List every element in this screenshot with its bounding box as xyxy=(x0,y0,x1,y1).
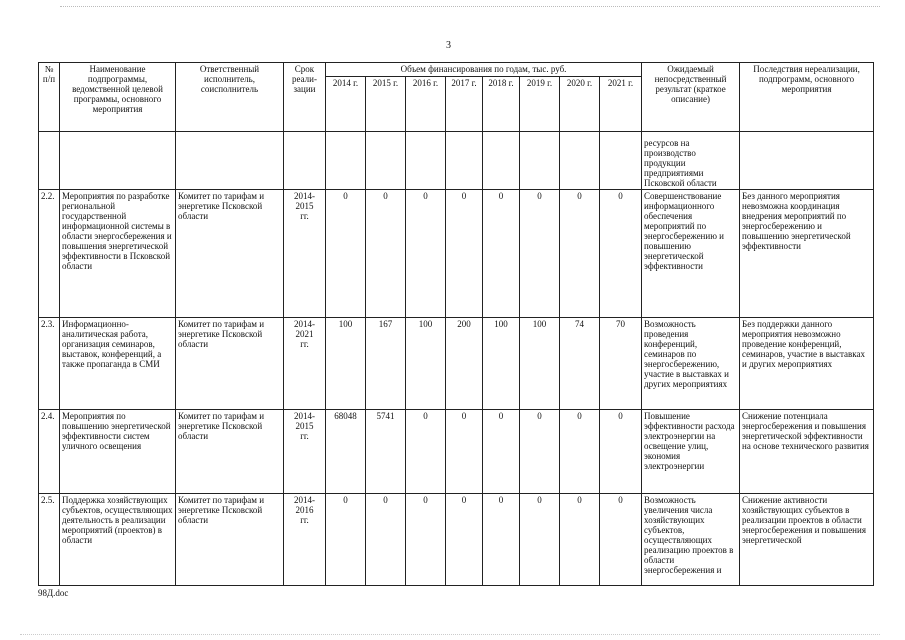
empty-cell xyxy=(39,132,60,190)
row-responsible: Комитет по тарифам и энергетике Псковской области xyxy=(176,190,284,318)
row-value: 100 xyxy=(483,318,520,410)
row-no: 2.4. xyxy=(39,410,60,494)
row-value: 0 xyxy=(483,410,520,494)
row-name: Поддержка хозяйствующих субъектов, осуществляющих деятельность в реализации мероприятий (проектов) в области xyxy=(60,494,176,586)
row-value: 74 xyxy=(560,318,600,410)
header-year: 2016 г. xyxy=(406,77,446,132)
table-row-continuation xyxy=(39,132,874,190)
row-result: Возможность проведения конференций, семинаров по энергосбережению, участие в выставках и других мероприятиях xyxy=(642,318,740,410)
empty-cell xyxy=(326,132,366,190)
row-consequence: Без поддержки данного мероприятия невозможно проведение конференций, семинаров, участие в выставках и других мероприятиях xyxy=(740,318,874,410)
empty-cell xyxy=(483,132,520,190)
row-value: 0 xyxy=(600,494,642,586)
empty-cell xyxy=(560,132,600,190)
row-responsible: Комитет по тарифам и энергетике Псковской области xyxy=(176,318,284,410)
header-funding: Объем финансирования по годам, тыс. руб. xyxy=(326,63,642,77)
row-value: 0 xyxy=(600,410,642,494)
row-value: 0 xyxy=(406,190,446,318)
header-year: 2017 г. xyxy=(446,77,483,132)
header-name: Наименование подпрограммы, ведомственной целевой программы, основного мероприятия xyxy=(60,63,176,132)
row-value: 0 xyxy=(406,410,446,494)
scan-artifact-top xyxy=(60,6,880,7)
row-term: 2014- 2021 гг. xyxy=(284,318,326,410)
row-value: 100 xyxy=(406,318,446,410)
row-result: Повышение эффективности расхода электроэнергии на освещение улиц, экономия электроэнергии xyxy=(642,410,740,494)
header-consequence: Последствия нереализации, подпрограмм, основного мероприятия xyxy=(740,63,874,132)
row-value: 0 xyxy=(483,494,520,586)
empty-cell xyxy=(176,132,284,190)
empty-cell xyxy=(446,132,483,190)
header-no: № п/п xyxy=(39,63,60,132)
row-value: 0 xyxy=(326,494,366,586)
table-row xyxy=(39,410,874,494)
header-year: 2018 г. xyxy=(483,77,520,132)
row-consequence: Без данного мероприятия невозможна координация внедрения мероприятий по энергосбережению и повышению энергетической эффективности xyxy=(740,190,874,318)
row-responsible: Комитет по тарифам и энергетике Псковской области xyxy=(176,494,284,586)
empty-cell xyxy=(284,132,326,190)
row-value: 100 xyxy=(326,318,366,410)
row-name: Мероприятия по разработке региональной государственной информационной системы в области энергосбережения и повышения энергетической эффективности в Псковской области xyxy=(60,190,176,318)
row-name: Информационно-аналитическая работа, организация семинаров, выставок, конференций, а также пропаганда в СМИ xyxy=(60,318,176,410)
header-year: 2019 г. xyxy=(520,77,560,132)
page-number: 3 xyxy=(446,40,451,51)
row-term: 2014- 2015 гг. xyxy=(284,190,326,318)
empty-cell xyxy=(520,132,560,190)
row-value: 100 xyxy=(520,318,560,410)
row-value: 0 xyxy=(366,494,406,586)
row-responsible: Комитет по тарифам и энергетике Псковской области xyxy=(176,410,284,494)
table-row xyxy=(39,190,874,318)
empty-cell xyxy=(406,132,446,190)
row-value: 0 xyxy=(406,494,446,586)
table-row xyxy=(39,318,874,410)
scan-artifact-bottom xyxy=(20,634,880,635)
footer-filename: 98Д.doc xyxy=(38,588,69,598)
row-value: 200 xyxy=(446,318,483,410)
row-value: 0 xyxy=(560,190,600,318)
header-responsible: Ответственный исполнитель, соисполнитель xyxy=(176,63,284,132)
row-value: 0 xyxy=(600,190,642,318)
continuation-result: ресурсов на производство продукции предприятиями Псковской области xyxy=(642,132,740,190)
header-term: Срок реали-зации xyxy=(284,63,326,132)
row-value: 70 xyxy=(600,318,642,410)
row-consequence: Снижение активности хозяйствующих субъектов в реализации проектов в области энергосбережения и повышения энергетической xyxy=(740,494,874,586)
empty-cell xyxy=(600,132,642,190)
row-no: 2.2. xyxy=(39,190,60,318)
row-result: Возможность увеличения числа хозяйствующих субъектов, осуществляющих реализацию проектов в области энергосбережения и xyxy=(642,494,740,586)
row-value: 68048 xyxy=(326,410,366,494)
row-name: Мероприятия по повышению энергетической эффективности систем уличного освещения xyxy=(60,410,176,494)
row-no: 2.3. xyxy=(39,318,60,410)
header-year: 2020 г. xyxy=(560,77,600,132)
row-value: 0 xyxy=(326,190,366,318)
header-year: 2014 г. xyxy=(326,77,366,132)
row-value: 167 xyxy=(366,318,406,410)
row-value: 0 xyxy=(483,190,520,318)
program-table xyxy=(38,62,874,586)
table-row xyxy=(39,494,874,586)
empty-cell xyxy=(740,132,874,190)
row-result: Совершенствование информационного обеспечения мероприятий по энергосбережению и повышению энергетической эффективности xyxy=(642,190,740,318)
row-value: 0 xyxy=(560,410,600,494)
row-consequence: Снижение потенциала энергосбережения и повышения энергетической эффективности на основе технического развития xyxy=(740,410,874,494)
header-year: 2015 г. xyxy=(366,77,406,132)
row-value: 0 xyxy=(446,190,483,318)
row-value: 0 xyxy=(560,494,600,586)
row-term: 2014- 2016 гг. xyxy=(284,494,326,586)
empty-cell xyxy=(366,132,406,190)
row-value: 5741 xyxy=(366,410,406,494)
row-value: 0 xyxy=(366,190,406,318)
header-year: 2021 г. xyxy=(600,77,642,132)
empty-cell xyxy=(60,132,176,190)
row-value: 0 xyxy=(520,410,560,494)
row-value: 0 xyxy=(520,190,560,318)
header-result: Ожидаемый непосредственный результат (краткое описание) xyxy=(642,63,740,132)
row-value: 0 xyxy=(446,410,483,494)
row-value: 0 xyxy=(446,494,483,586)
row-value: 0 xyxy=(520,494,560,586)
row-no: 2.5. xyxy=(39,494,60,586)
row-term: 2014- 2015 гг. xyxy=(284,410,326,494)
